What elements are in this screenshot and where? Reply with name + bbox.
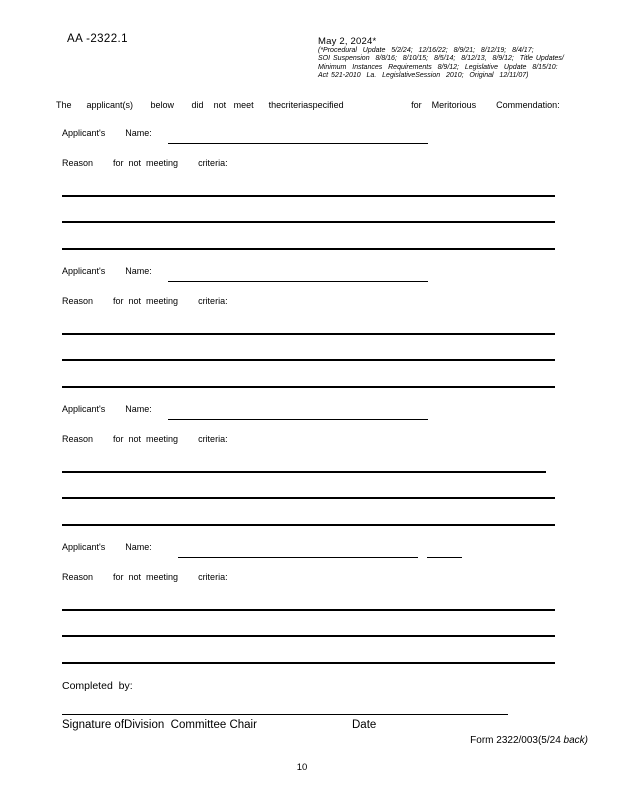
applicant-name-label: Applicant's Name: — [62, 128, 152, 138]
revision-note-line: SOI Suspension 8/8/16; 8/10/15; 8/5/14; 8/12/13, 8/9/12; Title Updates/ — [318, 55, 564, 63]
writing-line — [62, 609, 555, 611]
applicant-name-field-line — [168, 419, 428, 420]
writing-line — [62, 497, 555, 499]
writing-line — [62, 195, 555, 197]
applicant-name-field-line — [168, 281, 428, 282]
writing-line — [62, 662, 555, 664]
completed-by-label: Completed by: — [62, 680, 133, 692]
applicant-section-3 — [0, 404, 618, 534]
reason-label: Reason for not meeting criteria: — [62, 158, 228, 168]
writing-line — [62, 248, 555, 250]
reason-label: Reason for not meeting criteria: — [62, 434, 228, 444]
applicant-section-2 — [0, 266, 618, 396]
revision-date: May 2, 2024* — [318, 36, 377, 47]
form-number-text: Form 2322/003(5/24 — [470, 735, 564, 746]
writing-line — [62, 221, 555, 223]
form-number-back-text: back) — [563, 735, 588, 746]
applicant-name-field-line — [168, 143, 428, 144]
form-id: AA -2322.1 — [67, 33, 128, 45]
applicant-name-label: Applicant's Name: — [62, 542, 152, 552]
writing-line — [62, 524, 555, 526]
revision-block — [318, 36, 606, 80]
signature-caption: Signature ofDivision Committee Chair — [62, 719, 257, 731]
intro-statement: The applicant(s) below did not meet thecriteriaspecified for Meritorious Commendation: — [56, 100, 560, 110]
signature-line — [62, 714, 508, 715]
applicant-section-1 — [0, 128, 618, 258]
revision-note-line: (*Procedural Update 5/2/24; 12/16/22; 8/9/21; 8/12/19; 8/4/17; — [318, 47, 534, 54]
writing-line — [62, 386, 555, 388]
reason-label: Reason for not meeting criteria: — [62, 296, 228, 306]
writing-line — [62, 333, 555, 335]
applicant-name-field-line-extra — [427, 557, 462, 558]
writing-line — [62, 471, 546, 473]
revision-note-line: Minimum Instances Requirements 8/9/12; Legislative Update 8/15/10: — [318, 63, 558, 71]
applicant-section-4 — [0, 542, 618, 672]
form-number — [470, 735, 588, 746]
writing-line — [62, 635, 555, 637]
revision-note-line: Act 521-2010 La. LegislativeSession 2010; Original 12/11/07) — [318, 71, 529, 79]
reason-label: Reason for not meeting criteria: — [62, 572, 228, 582]
date-label: Date — [352, 719, 377, 731]
applicant-name-field-line — [178, 557, 418, 558]
page-number: 10 — [296, 762, 308, 773]
applicant-name-label: Applicant's Name: — [62, 266, 152, 276]
writing-line — [62, 359, 555, 361]
applicant-name-label: Applicant's Name: — [62, 404, 152, 414]
